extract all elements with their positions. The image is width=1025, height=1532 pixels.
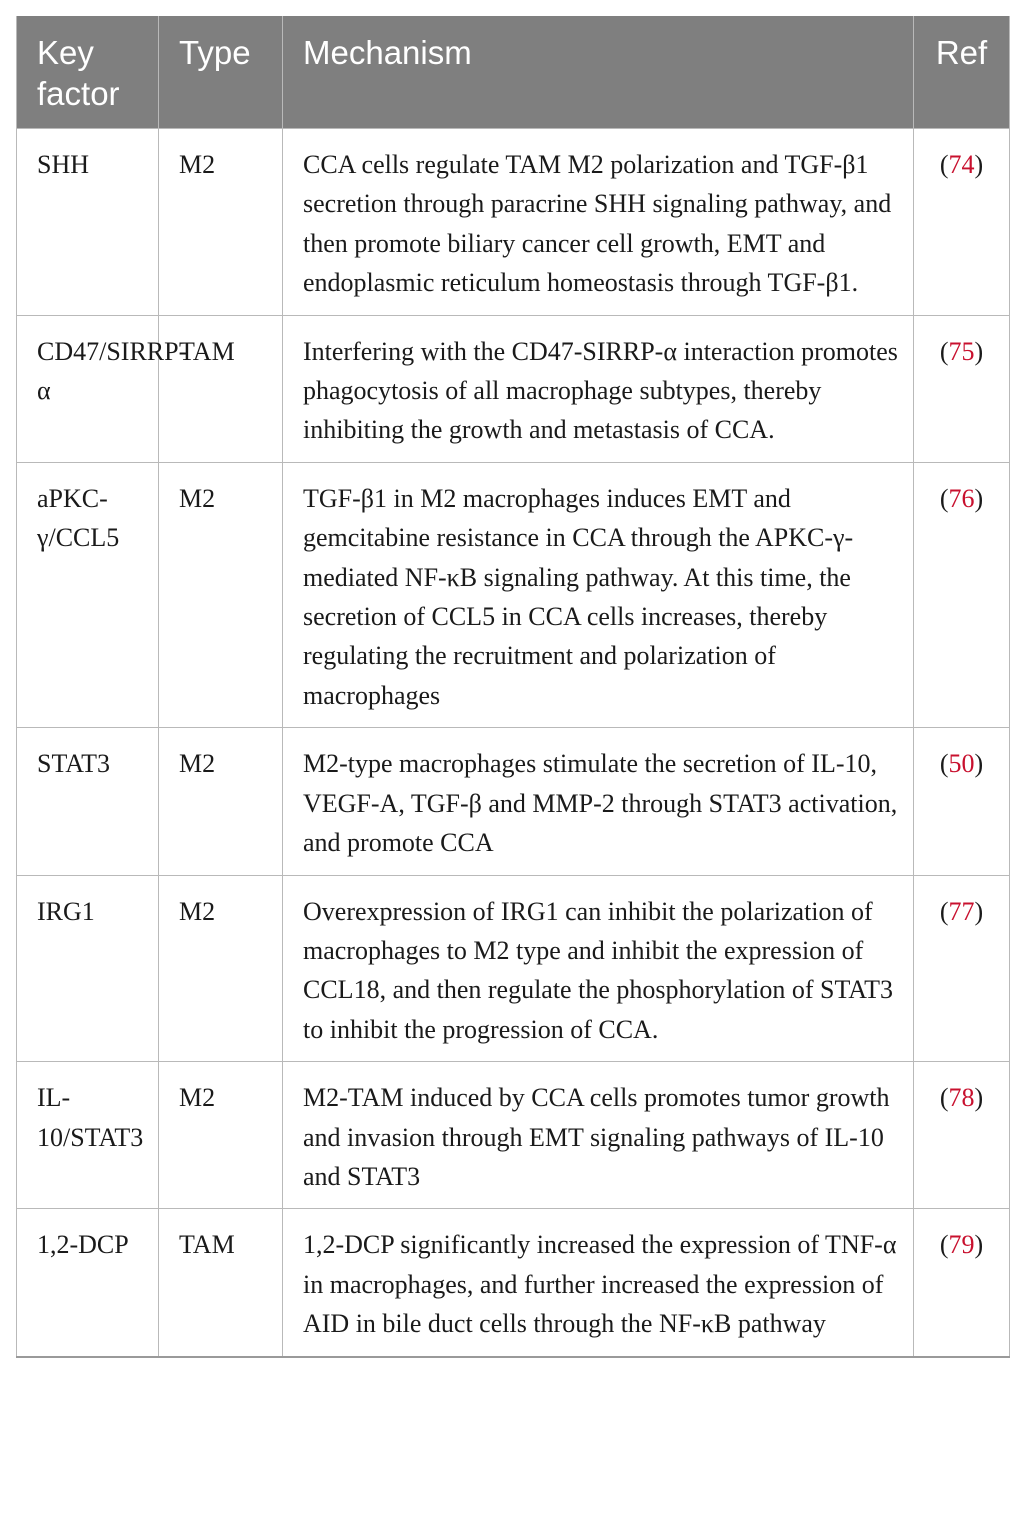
ref-cell: (76) — [914, 462, 1010, 727]
table-row — [17, 129, 1010, 316]
type-cell: M2 — [159, 875, 283, 1062]
ref-link[interactable]: 76 — [948, 483, 975, 513]
header-type: Type — [159, 16, 283, 129]
type-cell: M2 — [159, 129, 283, 316]
mechanism-cell: CCA cells regulate TAM M2 polarization and TGF-β1 secretion through paracrine SHH signaling pathway, and then promote biliary cancer cell growth, EMT and endoplasmic reticulum homeostasis through TGF-β1. — [283, 129, 914, 316]
header-mechanism: Mechanism — [283, 16, 914, 129]
type-cell: M2 — [159, 1062, 283, 1209]
table-row — [17, 728, 1010, 875]
header-ref: Ref — [914, 16, 1010, 129]
header-key-factor: Key factor — [17, 16, 159, 129]
ref-link[interactable]: 77 — [948, 896, 975, 926]
table-row — [17, 875, 1010, 1062]
ref-link[interactable]: 79 — [948, 1230, 975, 1260]
key-factor-cell: IL-10/STAT3 — [17, 1062, 159, 1209]
table-body — [17, 129, 1010, 1357]
ref-cell: (75) — [914, 315, 1010, 462]
table-row — [17, 315, 1010, 462]
mechanism-cell: M2-TAM induced by CCA cells promotes tumor growth and invasion through EMT signaling pathways of IL-10 and STAT3 — [283, 1062, 914, 1209]
mechanism-cell: 1,2-DCP significantly increased the expression of TNF-α in macrophages, and further increased the expression of AID in bile duct cells through the NF-κB pathway — [283, 1209, 914, 1357]
ref-link[interactable]: 75 — [948, 336, 975, 366]
mechanism-cell: Interfering with the CD47-SIRRP-α interaction promotes phagocytosis of all macrophage subtypes, thereby inhibiting the growth and metastasis of CCA. — [283, 315, 914, 462]
type-cell: M2 — [159, 462, 283, 727]
table-row — [17, 1062, 1010, 1209]
ref-link[interactable]: 50 — [948, 749, 975, 779]
key-factor-cell: IRG1 — [17, 875, 159, 1062]
type-cell: M2 — [159, 728, 283, 875]
table-row — [17, 1209, 1010, 1357]
key-factor-cell: STAT3 — [17, 728, 159, 875]
table-row — [17, 462, 1010, 727]
key-factor-cell: SHH — [17, 129, 159, 316]
ref-link[interactable]: 78 — [948, 1083, 975, 1113]
type-cell: TAM — [159, 315, 283, 462]
key-factor-table — [16, 16, 1010, 1358]
mechanism-cell: TGF-β1 in M2 macrophages induces EMT and gemcitabine resistance in CCA through the APKC-γ-mediated NF-κB signaling pathway. At this time, the secretion of CCL5 in CCA cells increases, thereby regulating the recruitment and polarization of macrophages — [283, 462, 914, 727]
key-factor-cell: CD47/SIRRP-α — [17, 315, 159, 462]
type-cell: TAM — [159, 1209, 283, 1357]
mechanism-cell: M2-type macrophages stimulate the secretion of IL-10, VEGF-A, TGF-β and MMP-2 through STAT3 activation, and promote CCA — [283, 728, 914, 875]
ref-cell: (78) — [914, 1062, 1010, 1209]
table-header — [17, 16, 1010, 129]
mechanism-cell: Overexpression of IRG1 can inhibit the polarization of macrophages to M2 type and inhibit the expression of CCL18, and then regulate the phosphorylation of STAT3 to inhibit the progression of CCA. — [283, 875, 914, 1062]
ref-cell: (79) — [914, 1209, 1010, 1357]
ref-link[interactable]: 74 — [948, 150, 975, 179]
ref-cell: (50) — [914, 728, 1010, 875]
key-factor-cell: 1,2-DCP — [17, 1209, 159, 1357]
header-row — [17, 16, 1010, 129]
ref-cell: (77) — [914, 875, 1010, 1062]
ref-cell: (74) — [914, 129, 1010, 316]
key-factor-cell: aPKC-γ/CCL5 — [17, 462, 159, 727]
